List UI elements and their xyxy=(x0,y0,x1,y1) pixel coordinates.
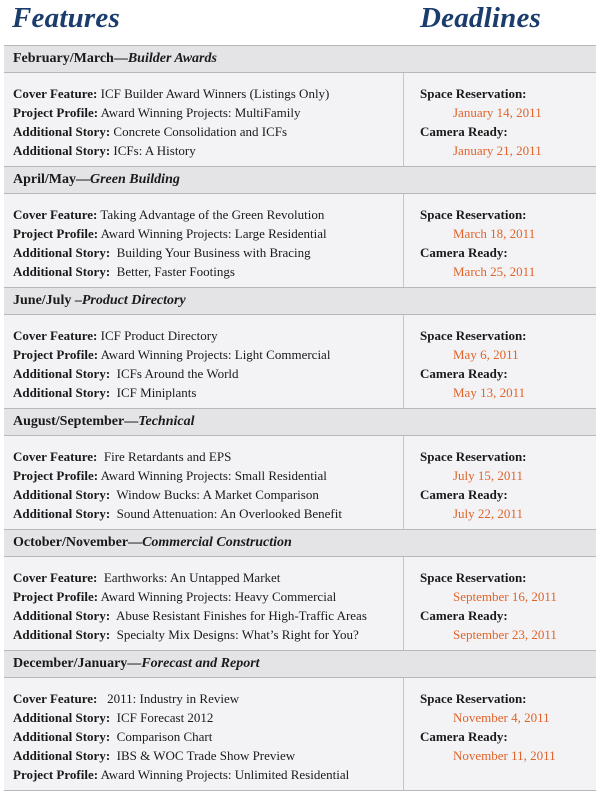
issue-heading xyxy=(4,409,596,436)
issue-months: April/May— xyxy=(13,172,90,187)
feature-type-label: Additional Story: xyxy=(13,710,111,725)
feature-list xyxy=(4,194,404,287)
space-reservation-date: September 16, 2011 xyxy=(453,589,557,604)
feature-list xyxy=(4,557,404,650)
space-reservation-label: Space Reservation: xyxy=(420,449,527,464)
camera-ready-label: Camera Ready: xyxy=(420,729,508,744)
camera-ready-date: November 11, 2011 xyxy=(453,748,556,763)
feature-type-label: Cover Feature: xyxy=(13,86,98,101)
camera-ready-date: September 23, 2011 xyxy=(453,627,557,642)
feature-list xyxy=(4,436,404,529)
feature-title: Window Bucks: A Market Comparison xyxy=(110,487,319,502)
feature-title: ICFs Around the World xyxy=(110,366,239,381)
space-reservation-label: Space Reservation: xyxy=(420,207,527,222)
feature-type-label: Project Profile: xyxy=(13,226,99,241)
issue-theme: Builder Awards xyxy=(127,51,217,66)
issue-section xyxy=(4,167,596,288)
feature-title: Award Winning Projects: Large Residential xyxy=(98,226,327,241)
features-heading: Features xyxy=(12,2,120,34)
issue-heading xyxy=(4,288,596,315)
camera-ready-label: Camera Ready: xyxy=(420,124,508,139)
feature-title: Concrete Consolidation and ICFs xyxy=(110,124,288,139)
feature-type-label: Additional Story: xyxy=(13,627,111,642)
feature-title: Award Winning Projects: Small Residential xyxy=(98,468,327,483)
deadlines-heading: Deadlines xyxy=(420,2,542,34)
issue-section xyxy=(4,46,596,167)
issue-section xyxy=(4,288,596,409)
camera-ready-date: May 13, 2011 xyxy=(453,385,526,400)
feature-title: Abuse Resistant Finishes for High-Traffic Areas xyxy=(110,608,367,623)
feature-item xyxy=(13,224,403,243)
camera-ready-date: March 25, 2011 xyxy=(453,264,536,279)
space-reservation-date: July 15, 2011 xyxy=(453,468,523,483)
camera-ready-date: July 22, 2011 xyxy=(453,506,523,521)
feature-title: ICF Forecast 2012 xyxy=(110,710,214,725)
header xyxy=(0,0,600,44)
issue-heading xyxy=(4,651,596,678)
feature-title: Award Winning Projects: Heavy Commercial xyxy=(98,589,337,604)
feature-type-label: Additional Story: xyxy=(13,487,111,502)
feature-type-label: Cover Feature: xyxy=(13,570,98,585)
issue-months: October/November— xyxy=(13,535,143,550)
feature-title: ICF Product Directory xyxy=(97,328,218,343)
feature-item xyxy=(13,466,403,485)
issue-body xyxy=(4,194,596,288)
feature-title: ICF Miniplants xyxy=(110,385,197,400)
issue-section xyxy=(4,409,596,530)
feature-title: Award Winning Projects: MultiFamily xyxy=(98,105,301,120)
feature-list xyxy=(4,315,404,408)
feature-type-label: Project Profile: xyxy=(13,105,99,120)
issue-body xyxy=(4,678,596,791)
feature-type-label: Additional Story: xyxy=(13,385,111,400)
feature-title: Earthworks: An Untapped Market xyxy=(97,570,281,585)
issue-months: June/July – xyxy=(13,293,82,308)
feature-item xyxy=(13,205,403,224)
feature-title: Award Winning Projects: Light Commercial xyxy=(98,347,331,362)
feature-type-label: Additional Story: xyxy=(13,506,111,521)
feature-item xyxy=(13,625,403,644)
feature-item xyxy=(13,765,403,784)
space-reservation-date: March 18, 2011 xyxy=(453,226,536,241)
issue-months: December/January— xyxy=(13,656,142,671)
feature-type-label: Cover Feature: xyxy=(13,328,98,343)
issue-body xyxy=(4,73,596,167)
issue-theme: Green Building xyxy=(90,172,180,187)
deadline-list xyxy=(404,678,596,790)
feature-title: Award Winning Projects: Unlimited Residential xyxy=(98,767,350,782)
feature-title: ICF Builder Award Winners (Listings Only) xyxy=(97,86,330,101)
feature-item xyxy=(13,383,403,402)
feature-title: ICFs: A History xyxy=(110,143,196,158)
feature-item xyxy=(13,243,403,262)
issue-months: February/March— xyxy=(13,51,128,66)
feature-item xyxy=(13,447,403,466)
space-reservation-date: January 14, 2011 xyxy=(453,105,542,120)
deadline-list xyxy=(404,436,596,529)
issue-body xyxy=(4,557,596,651)
issue-heading xyxy=(4,46,596,73)
issue-body xyxy=(4,315,596,409)
feature-type-label: Additional Story: xyxy=(13,143,111,158)
deadline-list xyxy=(404,194,596,287)
feature-type-label: Project Profile: xyxy=(13,589,99,604)
camera-ready-label: Camera Ready: xyxy=(420,608,508,623)
issue-theme: Commercial Construction xyxy=(142,535,292,550)
deadline-list xyxy=(404,557,596,650)
feature-type-label: Additional Story: xyxy=(13,245,111,260)
feature-item xyxy=(13,689,403,708)
issue-months: August/September— xyxy=(13,414,139,429)
feature-type-label: Additional Story: xyxy=(13,264,111,279)
feature-title: Fire Retardants and EPS xyxy=(97,449,232,464)
feature-type-label: Project Profile: xyxy=(13,468,99,483)
camera-ready-label: Camera Ready: xyxy=(420,366,508,381)
feature-title: 2011: Industry in Review xyxy=(97,691,240,706)
editorial-schedule-table xyxy=(4,45,596,791)
issue-body xyxy=(4,436,596,530)
feature-title: Sound Attenuation: An Overlooked Benefit xyxy=(110,506,342,521)
feature-type-label: Additional Story: xyxy=(13,729,111,744)
feature-list xyxy=(4,678,404,790)
feature-type-label: Additional Story: xyxy=(13,748,111,763)
feature-item xyxy=(13,727,403,746)
feature-type-label: Project Profile: xyxy=(13,767,99,782)
feature-title: IBS & WOC Trade Show Preview xyxy=(110,748,296,763)
feature-item xyxy=(13,708,403,727)
feature-title: Building Your Business with Bracing xyxy=(110,245,311,260)
feature-item xyxy=(13,746,403,765)
space-reservation-label: Space Reservation: xyxy=(420,691,527,706)
space-reservation-label: Space Reservation: xyxy=(420,86,527,101)
issue-heading xyxy=(4,167,596,194)
feature-item xyxy=(13,364,403,383)
space-reservation-label: Space Reservation: xyxy=(420,570,527,585)
issue-theme: Product Directory xyxy=(81,293,186,308)
feature-type-label: Additional Story: xyxy=(13,608,111,623)
feature-title: Better, Faster Footings xyxy=(110,264,235,279)
feature-type-label: Additional Story: xyxy=(13,124,111,139)
camera-ready-label: Camera Ready: xyxy=(420,245,508,260)
feature-item xyxy=(13,345,403,364)
feature-item xyxy=(13,587,403,606)
feature-item xyxy=(13,262,403,281)
feature-title: Specialty Mix Designs: What’s Right for You? xyxy=(110,627,359,642)
feature-title: Taking Advantage of the Green Revolution xyxy=(97,207,325,222)
feature-type-label: Project Profile: xyxy=(13,347,99,362)
issue-section xyxy=(4,651,596,791)
feature-item xyxy=(13,326,403,345)
feature-item xyxy=(13,141,403,160)
feature-item xyxy=(13,485,403,504)
feature-type-label: Cover Feature: xyxy=(13,691,98,706)
issue-heading xyxy=(4,530,596,557)
space-reservation-date: May 6, 2011 xyxy=(453,347,519,362)
feature-title: Comparison Chart xyxy=(110,729,213,744)
deadline-list xyxy=(404,315,596,408)
deadline-list xyxy=(404,73,596,166)
feature-item xyxy=(13,568,403,587)
issue-theme: Forecast and Report xyxy=(141,656,260,671)
space-reservation-date: November 4, 2011 xyxy=(453,710,550,725)
feature-item xyxy=(13,84,403,103)
camera-ready-date: January 21, 2011 xyxy=(453,143,542,158)
issue-section xyxy=(4,530,596,651)
feature-item xyxy=(13,122,403,141)
feature-item xyxy=(13,606,403,625)
feature-item xyxy=(13,103,403,122)
feature-type-label: Cover Feature: xyxy=(13,207,98,222)
issue-theme: Technical xyxy=(138,414,195,429)
space-reservation-label: Space Reservation: xyxy=(420,328,527,343)
camera-ready-label: Camera Ready: xyxy=(420,487,508,502)
feature-type-label: Additional Story: xyxy=(13,366,111,381)
feature-item xyxy=(13,504,403,523)
feature-type-label: Cover Feature: xyxy=(13,449,98,464)
feature-list xyxy=(4,73,404,166)
